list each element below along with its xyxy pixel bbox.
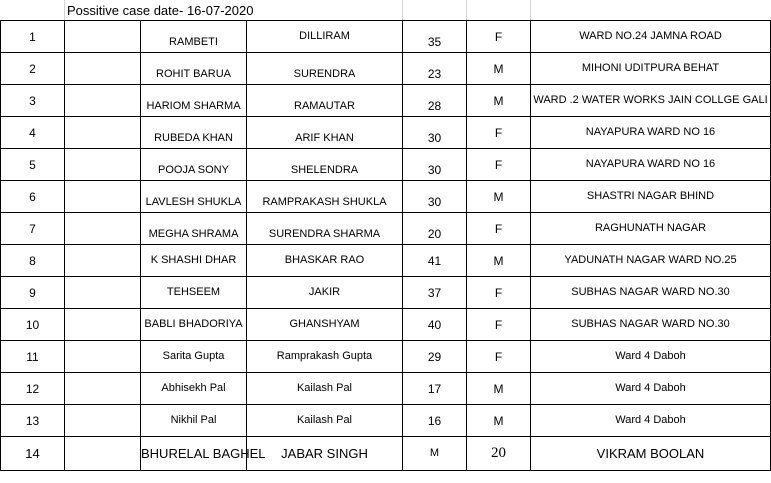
father-name-cell: BHASKAR RAO <box>247 245 403 277</box>
gridline <box>402 0 403 20</box>
serial-number-cell: 6 <box>1 181 65 213</box>
gender-cell: F <box>467 149 531 181</box>
address-cell: WARD .2 WATER WORKS JAIN COLLGE GALI <box>531 85 771 117</box>
gender-cell: M <box>467 405 531 437</box>
gender-cell: F <box>467 309 531 341</box>
gender-cell: F <box>467 21 531 53</box>
name-cell: LAVLESH SHUKLA <box>141 181 247 213</box>
address-cell: YADUNATH NAGAR WARD NO.25 <box>531 245 771 277</box>
serial-number-cell: 9 <box>1 277 65 309</box>
name-cell: POOJA SONY <box>141 149 247 181</box>
father-name-cell: Kailash Pal <box>247 373 403 405</box>
father-name-cell: ARIF KHAN <box>247 117 403 149</box>
blank-cell <box>65 277 141 309</box>
table-row <box>1 277 771 309</box>
table-row <box>1 213 771 245</box>
name-cell: MEGHA SHRAMA <box>141 213 247 245</box>
age-cell: 35 <box>403 21 467 53</box>
gridline <box>64 0 65 20</box>
blank-cell <box>65 341 141 373</box>
age-cell: 29 <box>403 341 467 373</box>
blank-cell <box>65 309 141 341</box>
table-row <box>1 405 771 437</box>
address-cell: Ward 4 Daboh <box>531 405 771 437</box>
age-cell: 30 <box>403 149 467 181</box>
address-cell: SUBHAS NAGAR WARD NO.30 <box>531 309 771 341</box>
age-cell: 28 <box>403 85 467 117</box>
age-cell: 30 <box>403 117 467 149</box>
address-cell: NAYAPURA WARD NO 16 <box>531 149 771 181</box>
blank-cell <box>65 181 141 213</box>
name-cell: Abhisekh Pal <box>141 373 247 405</box>
father-name-cell: RAMPRAKASH SHUKLA <box>247 181 403 213</box>
gender-cell: M <box>467 373 531 405</box>
father-name-cell: SURENDRA <box>247 53 403 85</box>
father-name-cell: Kailash Pal <box>247 405 403 437</box>
serial-number-cell: 7 <box>1 213 65 245</box>
gender-cell: F <box>467 277 531 309</box>
age-cell: 40 <box>403 309 467 341</box>
case-table <box>0 20 771 471</box>
gender-cell: M <box>467 181 531 213</box>
name-cell: Sarita Gupta <box>141 341 247 373</box>
table-row <box>1 341 771 373</box>
serial-number-cell: 10 <box>1 309 65 341</box>
name-cell: RAMBETI <box>141 21 247 53</box>
gender-cell: M <box>467 53 531 85</box>
gender-cell: M <box>467 245 531 277</box>
address-cell: WARD NO.24 JAMNA ROAD <box>531 21 771 53</box>
age-cell: M <box>403 437 467 471</box>
table-body <box>1 21 771 471</box>
name-cell: K SHASHI DHAR <box>141 245 247 277</box>
blank-cell <box>65 117 141 149</box>
name-cell: HARIOM SHARMA <box>141 85 247 117</box>
address-cell: SUBHAS NAGAR WARD NO.30 <box>531 277 771 309</box>
blank-cell <box>65 245 141 277</box>
gridline <box>530 0 531 20</box>
table-row <box>1 181 771 213</box>
age-cell: 23 <box>403 53 467 85</box>
father-name-cell: SURENDRA SHARMA <box>247 213 403 245</box>
father-name-cell: JAKIR <box>247 277 403 309</box>
table-row <box>1 149 771 181</box>
address-cell: NAYAPURA WARD NO 16 <box>531 117 771 149</box>
age-cell: 17 <box>403 373 467 405</box>
serial-number-cell: 14 <box>1 437 65 471</box>
address-cell: RAGHUNATH NAGAR <box>531 213 771 245</box>
address-cell: SHASTRI NAGAR BHIND <box>531 181 771 213</box>
address-cell: Ward 4 Daboh <box>531 341 771 373</box>
serial-number-cell: 2 <box>1 53 65 85</box>
age-cell: 30 <box>403 181 467 213</box>
name-cell: RUBEDA KHAN <box>141 117 247 149</box>
age-cell: 41 <box>403 245 467 277</box>
gender-cell: F <box>467 213 531 245</box>
name-cell: BHURELAL BAGHEL <box>141 437 247 471</box>
table-row <box>1 245 771 277</box>
age-cell: 16 <box>403 405 467 437</box>
address-cell: VIKRAM BOOLAN <box>531 437 771 471</box>
father-name-cell: JABAR SINGH <box>247 437 403 471</box>
table-row <box>1 85 771 117</box>
age-cell: 20 <box>403 213 467 245</box>
gender-cell: M <box>467 85 531 117</box>
name-cell: ROHIT BARUA <box>141 53 247 85</box>
father-name-cell: SHELENDRA <box>247 149 403 181</box>
table-row <box>1 53 771 85</box>
serial-number-cell: 3 <box>1 85 65 117</box>
address-cell: MIHONI UDITPURA BEHAT <box>531 53 771 85</box>
blank-cell <box>65 405 141 437</box>
serial-number-cell: 13 <box>1 405 65 437</box>
serial-number-cell: 8 <box>1 245 65 277</box>
table-row <box>1 117 771 149</box>
serial-number-cell: 5 <box>1 149 65 181</box>
table-row <box>1 373 771 405</box>
table-row <box>1 21 771 53</box>
father-name-cell: RAMAUTAR <box>247 85 403 117</box>
blank-cell <box>65 373 141 405</box>
father-name-cell: Ramprakash Gupta <box>247 341 403 373</box>
blank-cell <box>65 53 141 85</box>
father-name-cell: DILLIRAM <box>247 21 403 53</box>
blank-cell <box>65 21 141 53</box>
blank-cell <box>65 149 141 181</box>
blank-cell <box>65 437 141 471</box>
title-row <box>0 0 770 20</box>
blank-cell <box>65 213 141 245</box>
table-row <box>1 437 771 471</box>
serial-number-cell: 1 <box>1 21 65 53</box>
gender-cell: F <box>467 117 531 149</box>
name-cell: BABLI BHADORIYA <box>141 309 247 341</box>
name-cell: Nikhil Pal <box>141 405 247 437</box>
name-cell: TEHSEEM <box>141 277 247 309</box>
father-name-cell: GHANSHYAM <box>247 309 403 341</box>
sheet-title: Possitive case date- 16-07-2020 <box>67 3 254 18</box>
gender-cell: 20 <box>467 437 531 471</box>
serial-number-cell: 4 <box>1 117 65 149</box>
gender-cell: F <box>467 341 531 373</box>
address-cell: Ward 4 Daboh <box>531 373 771 405</box>
serial-number-cell: 12 <box>1 373 65 405</box>
serial-number-cell: 11 <box>1 341 65 373</box>
gridline <box>466 0 467 20</box>
blank-cell <box>65 85 141 117</box>
age-cell: 37 <box>403 277 467 309</box>
table-row <box>1 309 771 341</box>
